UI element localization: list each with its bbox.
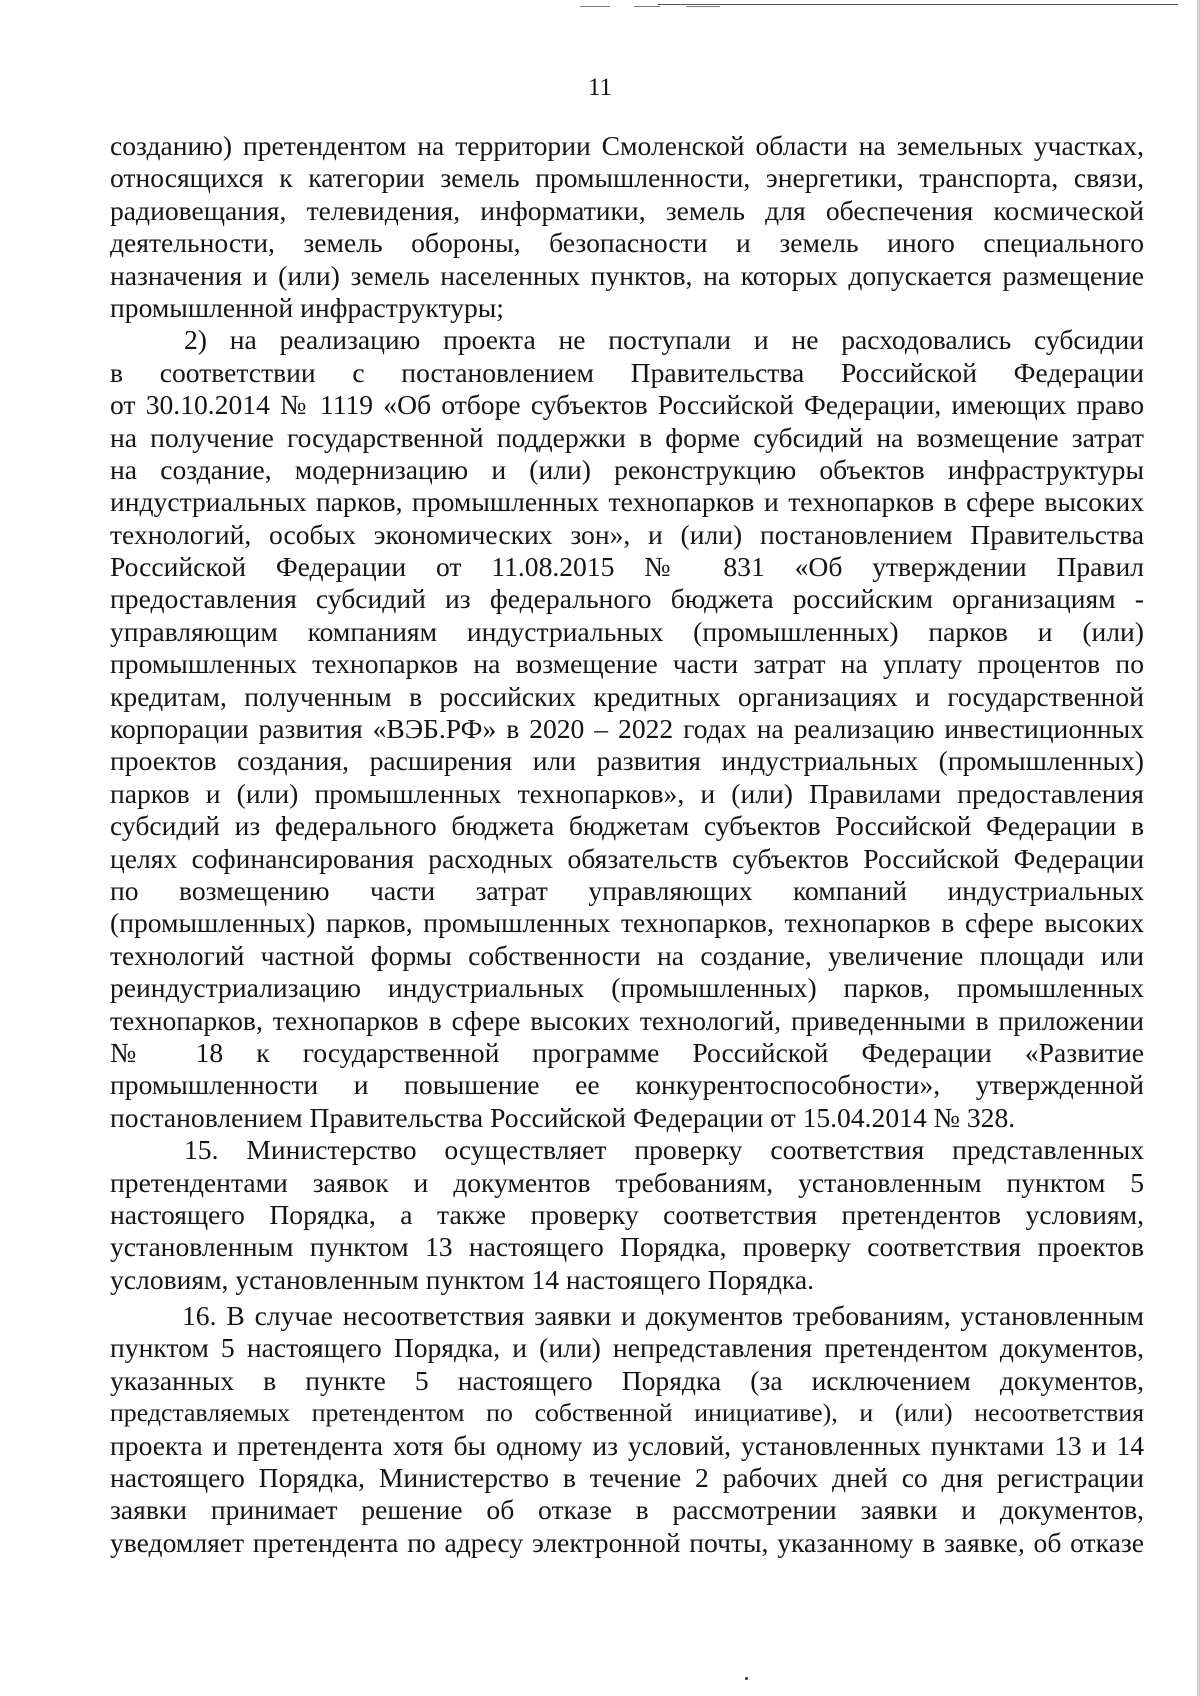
text-line: управляющим компаниям индустриальных (промышленных) парков и (или) (110, 615, 1144, 647)
text-line: на создание, модернизацию и (или) реконструкцию объектов инфраструктуры (110, 453, 1144, 485)
text-line: уведомляет претендента по адресу электронной почты, указанному в заявке, об отказе (110, 1526, 1144, 1558)
scan-top-marks (560, 0, 1200, 8)
text-line: настоящего Порядка, Министерство в течение 2 рабочих дней со дня регистрации (110, 1462, 1144, 1494)
text-line: пунктом 5 настоящего Порядка, и (или) непредставления претендентом документов, (110, 1332, 1144, 1364)
paragraph-start-line: 16. В случае несоответствия заявки и документов требованиям, установленным (182, 1300, 1144, 1332)
text-line: технологий, особых экономических зон», и (или) постановлением Правительства (110, 518, 1144, 550)
text-line: претендентами заявок и документов требованиям, установленным пунктом 5 (110, 1166, 1144, 1198)
text-line: кредитам, полученным в российских кредитных организациях и государственной (110, 680, 1144, 712)
text-line: предоставления субсидий из федерального бюджета российским организациям - (110, 583, 1144, 615)
text-line: технологий частной формы собственности на создание, увеличение площади или (110, 939, 1144, 971)
text-line: индустриальных парков, промышленных технопарков и технопарков в сфере высоких (110, 486, 1144, 518)
text-line: настоящего Порядка, а также проверку соответствия претендентов условиям, (110, 1198, 1144, 1230)
text-line: установленным пунктом 13 настоящего Порядка, проверку соответствия проектов (110, 1231, 1144, 1263)
text-line: парков и (или) промышленных технопарков», и (или) Правилами предоставления (110, 777, 1144, 809)
text-line: указанных в пункте 5 настоящего Порядка (за исключением документов, (110, 1364, 1144, 1396)
scan-dash (686, 6, 720, 7)
text-line: (промышленных) парков, промышленных технопарков, технопарков в сфере высоких (110, 907, 1144, 939)
text-line: на получение государственной поддержки в форме субсидий на возмещение затрат (110, 421, 1144, 453)
text-line: относящихся к категории земель промышленности, энергетики, транспорта, связи, (110, 162, 1144, 194)
text-line: деятельности, земель обороны, безопасности и земель иного специального (110, 227, 1144, 259)
text-line: промышленной инфраструктуры; (110, 291, 504, 323)
text-line: от 30.10.2014 № 1119 «Об отборе субъектов Российской Федерации, имеющих право (110, 389, 1144, 421)
text-line: назначения и (или) земель населенных пунктов, на которых допускается размещение (110, 259, 1144, 291)
text-line: целях софинансирования расходных обязательств субъектов Российской Федерации (110, 842, 1144, 874)
text-line: субсидий из федерального бюджета бюджетам субъектов Российской Федерации в (110, 810, 1144, 842)
text-line: Российской Федерации от 11.08.2015 № 831 «Об утверждении Правил (110, 551, 1144, 583)
text-line: созданию) претендентом на территории Смоленской области на земельных участках, (110, 130, 1144, 161)
text-line: промышленности и повышение ее конкурентоспособности», утвержденной (110, 1069, 1144, 1101)
text-line: заявки принимает решение об отказе в рассмотрении заявки и документов, (110, 1494, 1144, 1526)
text-line: корпорации развития «ВЭБ.РФ» в 2020 – 2022 годах на реализацию инвестиционных (110, 713, 1144, 745)
text-line: № 18 к государственной программе Российской Федерации «Развитие (110, 1036, 1144, 1068)
text-line: промышленных технопарков на возмещение части затрат на уплату процентов по (110, 648, 1144, 680)
text-line: радиовещания, телевидения, информатики, земель для обеспечения космической (110, 194, 1144, 226)
scan-dash (580, 6, 610, 7)
text-line: постановлением Правительства Российской Федерации от 15.04.2014 № 328. (110, 1101, 1016, 1133)
text-line: по возмещению части затрат управляющих компаний индустриальных (110, 874, 1144, 906)
text-line: технопарков, технопарков в сфере высоких технологий, приведенными в приложении (110, 1004, 1144, 1036)
text-line: представляемых претендентом по собственной инициативе), и (или) несоответствия (110, 1398, 1144, 1428)
scan-dash (634, 6, 660, 7)
scan-speck (745, 1677, 748, 1680)
text-line: реиндустриализацию индустриальных (промышленных) парков, промышленных (110, 972, 1144, 1004)
text-line: проекта и претендента хотя бы одному из условий, установленных пунктами 13 и 14 (110, 1429, 1144, 1461)
paragraph-start-line: 15. Министерство осуществляет проверку соответствия представленных (184, 1134, 1144, 1166)
text-line: проектов создания, расширения или развития индустриальных (промышленных) (110, 745, 1144, 777)
scan-top-rule (658, 4, 1178, 5)
paragraph-start-line: 2) на реализацию проекта не поступали и не расходовались субсидии (184, 324, 1144, 356)
page-number: 11 (587, 74, 613, 101)
text-line: условиям, установленным пунктом 14 настоящего Порядка. (110, 1263, 815, 1295)
text-line: в соответствии с постановлением Правительства Российской Федерации (110, 356, 1144, 388)
document-body (110, 130, 1144, 1559)
